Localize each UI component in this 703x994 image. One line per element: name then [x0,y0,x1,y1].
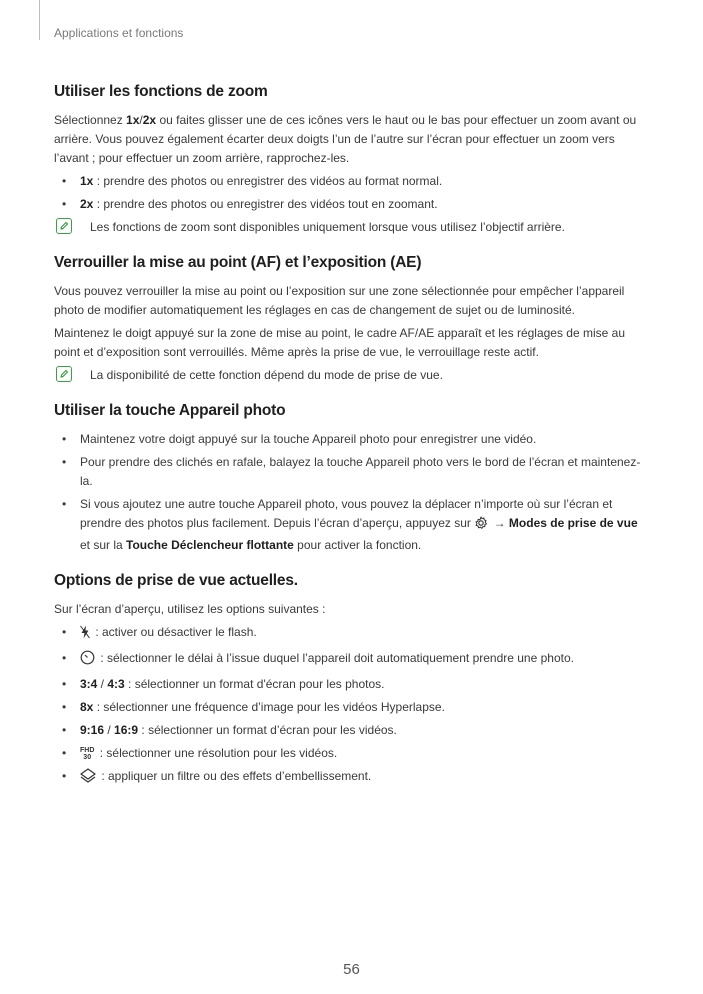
option-filter-text: : appliquer un filtre ou des effets d’embellissement. [98,769,372,783]
list-item: • 2x : prendre des photos ou enregistrer des vidéos tout en zoomant. [62,197,438,211]
shutter-menu-modes: Modes de prise de vue [508,516,638,530]
shutter-bullet-text: Maintenez votre doigt appuyé sur la touche Appareil photo pour enregistrer une vidéo. [80,432,537,446]
page-content [54,82,650,805]
section-zoom [54,82,650,237]
list-item: • : sélectionner le délai à l’issue duquel l’appareil doit automatiquement prendre une photo. [54,649,650,671]
zoom-note [54,218,650,237]
zoom-bullet-text: : prendre des photos ou enregistrer des vidéos tout en zoomant. [93,197,438,211]
note-pencil-icon [56,218,72,234]
shutter-heading: Utiliser la touche Appareil photo [54,402,286,419]
filter-icon [80,768,96,789]
zoom-note-text: Les fonctions de zoom sont disponibles uniquement lorsque vous utilisez l’objectif arrière. [90,220,565,234]
option-vratio-text: : sélectionner un format d’écran pour les vidéos. [138,723,397,737]
options-heading: Options de prise de vue actuelles. [54,572,298,589]
shutter-bullet-text: Si vous ajoutez une autre touche Appareil photo, vous pouvez la déplacer n’importe où sur l’écran et prendre des photos plus facilement. Depuis l’écran d’aperçu, appuyez sur [80,497,613,530]
list-item: • : appliquer un filtre ou des effets d’embellissement. [54,767,650,789]
fhd-icon-bottom: 30 [83,754,92,761]
lock-note [54,366,650,385]
zoom-bullet-label: 1x [80,174,94,188]
list-item: • 9:16 / 16:9 : sélectionner un format d’écran pour les vidéos. [62,723,397,737]
fhd-30-icon [80,747,94,761]
fhd-icon-top: FHD [80,747,95,754]
option-resolution-text: : sélectionner une résolution pour les vidéos. [96,746,338,760]
option-vratio-9-16: 9:16 [80,723,105,737]
shutter-bullets [54,430,650,555]
option-vratio-16-9: 16:9 [114,723,139,737]
option-flash-text: : activer ou désactiver le flash. [92,625,257,639]
list-item: • 8x : sélectionner une fréquence d’image pour les vidéos Hyperlapse. [62,700,445,714]
lock-heading: Verrouiller la mise au point (AF) et l’exposition (AE) [54,254,422,271]
running-header: Applications et fonctions [54,26,184,40]
option-fps-8x: 8x [80,700,94,714]
options-bullets [54,623,650,789]
section-shooting-options [54,571,650,789]
page-side-rule [39,0,40,40]
section-shutter-button [54,401,650,555]
shutter-bullet-post: pour activer la fonction. [293,538,422,552]
list-item: • FHD 30 : sélectionner une résolution pour les vidéos. [62,746,338,761]
zoom-intro-post: ou faites glisser une de ces icônes vers le haut ou le bas pour effectuer un zoom avant ou arrière. Vous pouvez également écarter deux doigts l’un de l’autre sur l’écran pour effectuer un zoom vers l’avant ; pour effectuer un zoom arrière, rapprochez-les. [54,113,637,165]
lock-paragraph-2: Maintenez le doigt appuyé sur la zone de mise au point, le cadre AF/AE apparaît et les réglages de mise au point et d’exposition sont verrouillés. Même après la prise de vue, le verrouillage reste actif. [54,326,626,359]
list-item: • Maintenez votre doigt appuyé sur la touche Appareil photo pour enregistrer une vidéo. [62,432,537,446]
zoom-bullet-label: 2x [80,197,94,211]
shutter-bullet-text: Pour prendre des clichés en rafale, balayez la touche Appareil photo vers le bord de l’écran et maintenez-la. [80,455,641,488]
flash-icon [80,625,90,645]
zoom-bullet-text: : prendre des photos ou enregistrer des vidéos au format normal. [93,174,443,188]
list-item: • 3:4 / 4:3 : sélectionner un format d'écran pour les photos. [62,677,385,691]
zoom-intro-1x: 1x [126,113,140,127]
note-pencil-icon [56,366,72,382]
list-item: • Si vous ajoutez une autre touche Appareil photo, vous pouvez la déplacer n’importe où sur l’écran et prendre des photos plus facilement. Depuis l’écran d’aperçu, appuyez sur → Modes de prise de vue et sur la Touche Déclencheur flottante pour activer la fonction. [62,497,638,552]
section-af-ae-lock [54,253,650,385]
lock-paragraph-1: Vous pouvez verrouiller la mise au point ou l’exposition sur une zone sélectionnée pour empêcher l’appareil photo de modifier automatiquement les réglages en cas de changement de sujet ou de luminosité. [54,284,625,317]
option-ratio-4-3: 4:3 [107,677,125,691]
option-vratio-sep: / [104,723,115,737]
option-ratio-sep: / [97,677,108,691]
settings-gear-icon [474,516,488,536]
zoom-intro [54,111,650,168]
shutter-arrow: → [490,516,509,530]
option-ratio-3-4: 3:4 [80,677,98,691]
zoom-intro-sep: / [139,113,143,127]
option-fps-text: : sélectionner une fréquence d’image pour les vidéos Hyperlapse. [93,700,445,714]
list-item: • Pour prendre des clichés en rafale, balayez la touche Appareil photo vers le bord de l’écran et maintenez-la. [62,455,641,488]
option-ratio-text: : sélectionner un format d'écran pour les photos. [124,677,385,691]
shutter-menu-floating: Touche Déclencheur flottante [126,538,294,552]
page-number: 56 [343,961,360,978]
options-intro: Sur l’écran d’aperçu, utilisez les options suivantes : [54,602,326,616]
zoom-intro-pre: Sélectionnez [54,113,127,127]
zoom-intro-2x: 2x [142,113,157,127]
lock-note-text: La disponibilité de cette fonction dépend du mode de prise de vue. [90,368,443,382]
shutter-bullet-mid: et sur la [80,538,127,552]
option-timer-text: : sélectionner le délai à l’issue duquel l’appareil doit automatiquement prendre une photo. [97,651,574,665]
zoom-heading: Utiliser les fonctions de zoom [54,83,268,100]
timer-icon [80,650,95,671]
zoom-bullets [54,172,650,214]
list-item: • : activer ou désactiver le flash. [54,623,650,645]
list-item: • 1x : prendre des photos ou enregistrer des vidéos au format normal. [62,174,443,188]
